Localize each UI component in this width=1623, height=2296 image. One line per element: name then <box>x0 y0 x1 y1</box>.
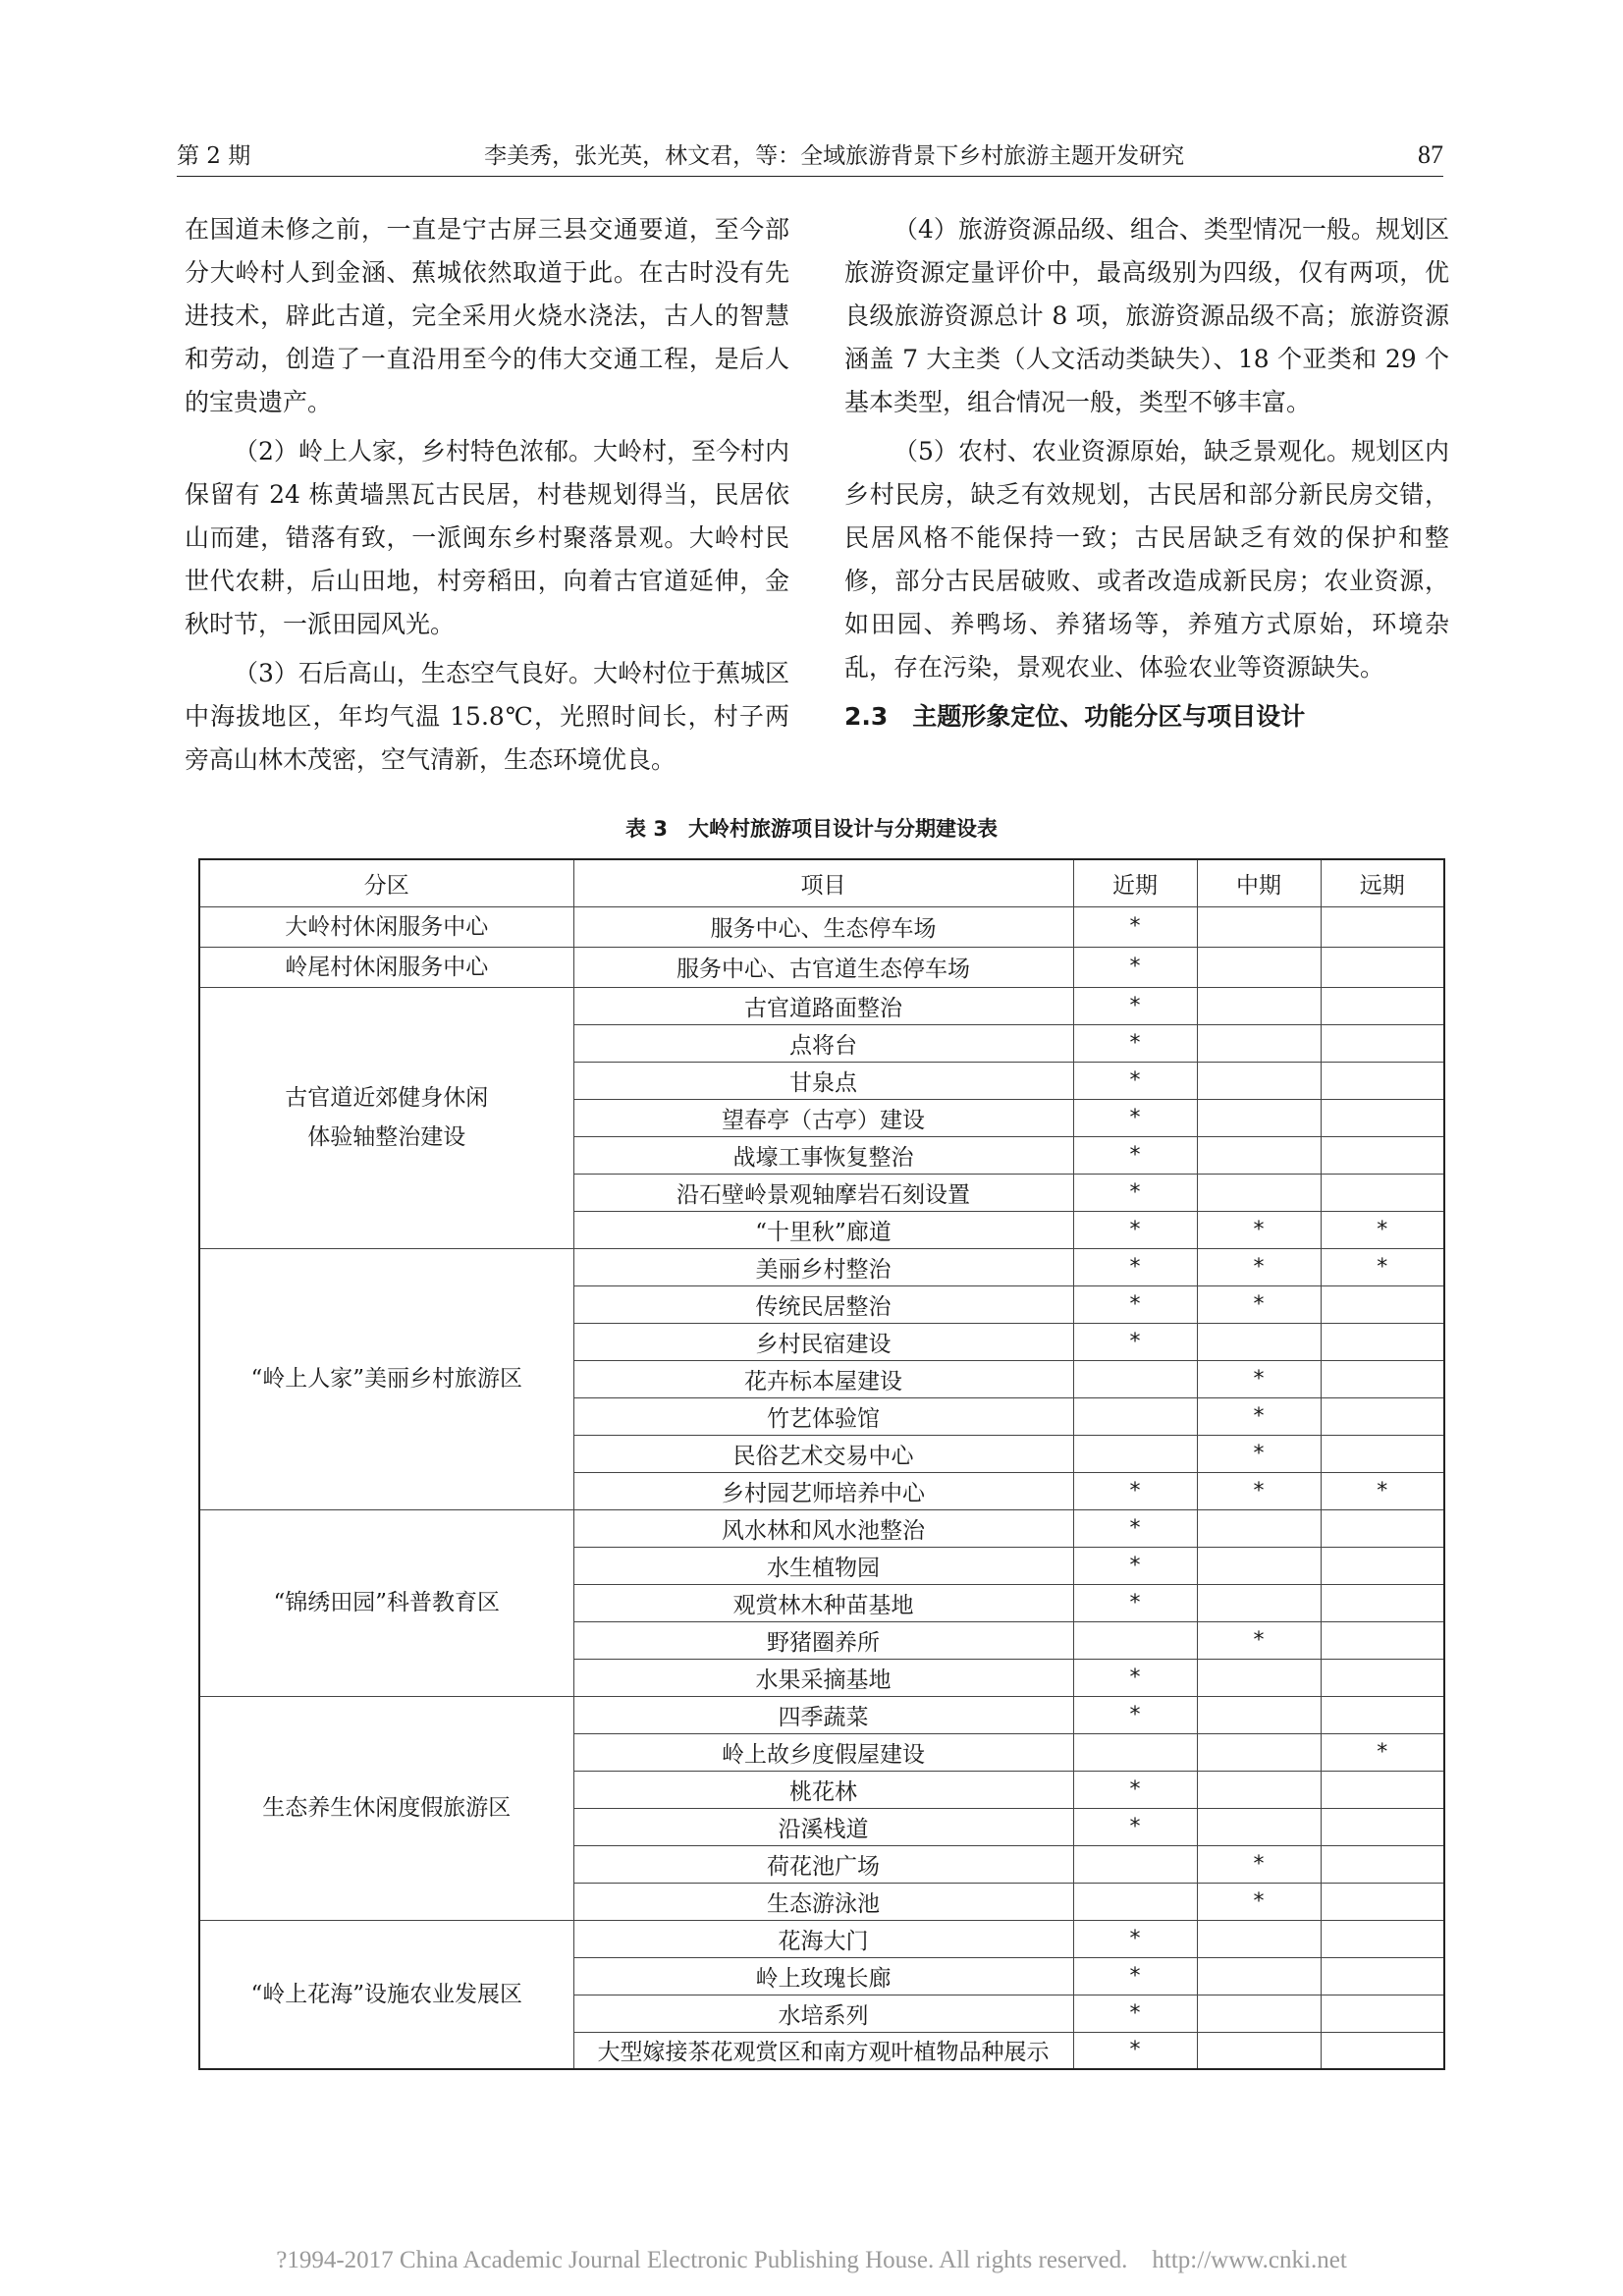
near-term-cell: * <box>1073 906 1197 947</box>
mid-term-cell <box>1197 1136 1321 1174</box>
zone-cell <box>199 1696 573 1920</box>
table-row <box>199 947 1444 987</box>
zone-cell <box>199 1920 573 2069</box>
project-cell: 桃花林 <box>573 1771 1073 1808</box>
project-cell: 花海大门 <box>573 1920 1073 1957</box>
near-term-cell <box>1073 1621 1197 1659</box>
table-row <box>199 1920 1444 1957</box>
project-cell: 岭上玫瑰长廊 <box>573 1957 1073 1995</box>
running-header <box>177 134 1443 177</box>
near-term-cell <box>1073 1883 1197 1920</box>
long-term-cell <box>1321 1995 1444 2032</box>
long-term-cell <box>1321 906 1444 947</box>
mid-term-cell <box>1197 1062 1321 1099</box>
near-term-cell <box>1073 1435 1197 1472</box>
project-cell: 点将台 <box>573 1024 1073 1062</box>
mid-term-cell <box>1197 1696 1321 1733</box>
project-cell: 服务中心、生态停车场 <box>573 906 1073 947</box>
zone-cell <box>199 947 573 987</box>
long-term-cell <box>1321 1584 1444 1621</box>
project-cell: 古官道路面整治 <box>573 987 1073 1024</box>
zone-cell <box>199 1248 573 1509</box>
mid-term-cell <box>1197 1174 1321 1211</box>
project-cell: 花卉标本屋建设 <box>573 1360 1073 1397</box>
mid-term-cell <box>1197 1733 1321 1771</box>
mid-term-cell <box>1197 1509 1321 1547</box>
near-term-cell: * <box>1073 987 1197 1024</box>
long-term-cell <box>1321 1808 1444 1845</box>
zone-cell <box>199 987 573 1248</box>
long-term-cell <box>1321 1845 1444 1883</box>
table-caption: 表 3 大岭村旅游项目设计与分期建设表 <box>625 817 998 841</box>
near-term-cell: * <box>1073 947 1197 987</box>
near-term-cell: * <box>1073 1062 1197 1099</box>
project-cell: 岭上故乡度假屋建设 <box>573 1733 1073 1771</box>
long-term-cell <box>1321 1062 1444 1099</box>
table-header-row <box>199 859 1444 906</box>
mid-term-cell: * <box>1197 1285 1321 1323</box>
project-cell: 沿石壁岭景观轴摩岩石刻设置 <box>573 1174 1073 1211</box>
long-term-cell <box>1321 1957 1444 1995</box>
long-term-cell <box>1321 1621 1444 1659</box>
near-term-cell: * <box>1073 1174 1197 1211</box>
project-table <box>198 858 1445 2070</box>
long-term-cell: * <box>1321 1211 1444 1248</box>
paragraph: 在国道未修之前，一直是宁古屏三县交通要道，至今部分大岭村人到金涵、蕉城依然取道于此。在古时没有先进技术，辟此古道，完全采用火烧水浇法，古人的智慧和劳动，创造了一直沿用至今的伟大交通工程，是后人的宝贵遗产。 <box>185 215 789 416</box>
table-row <box>199 1248 1444 1285</box>
paragraph: （3）石后高山，生态空气良好。大岭村位于蕉城区中海拔地区，年均气温 15.8℃，光照时间长，村子两旁高山林木茂密，空气清新，生态环境优良。 <box>185 659 789 774</box>
paragraph: （4）旅游资源品级、组合、类型情况一般。规划区旅游资源定量评价中，最高级别为四级，仅有两项，优良级旅游资源总计 8 项，旅游资源品级不高；旅游资源涵盖 7 大主类（人文活动类缺失）、18 个亚类和 29 个基本类型，组合情况一般，类型不够丰富。 <box>844 215 1449 416</box>
column-header: 远期 <box>1321 859 1444 906</box>
zone-label: “岭上人家”美丽乡村旅游区 <box>250 1366 523 1392</box>
project-cell: 竹艺体验馆 <box>573 1397 1073 1435</box>
mid-term-cell <box>1197 987 1321 1024</box>
near-term-cell: * <box>1073 1024 1197 1062</box>
copyright-footer: ?1994-2017 China Academic Journal Electronic Publishing House. All rights reserved. http://www.cnki.net <box>276 2247 1347 2273</box>
near-term-cell: * <box>1073 1771 1197 1808</box>
mid-term-cell <box>1197 906 1321 947</box>
project-cell: 沿溪栈道 <box>573 1808 1073 1845</box>
project-cell: 战壕工事恢复整治 <box>573 1136 1073 1174</box>
near-term-cell: * <box>1073 1099 1197 1136</box>
project-cell: 生态游泳池 <box>573 1883 1073 1920</box>
near-term-cell: * <box>1073 1659 1197 1696</box>
project-cell: 风水林和风水池整治 <box>573 1509 1073 1547</box>
table-body <box>199 906 1444 2069</box>
zone-label: 古官道近郊健身休闲 <box>285 1085 489 1111</box>
left-column <box>185 208 789 788</box>
zone-cell <box>199 1509 573 1696</box>
long-term-cell <box>1321 1435 1444 1472</box>
project-cell: 甘泉点 <box>573 1062 1073 1099</box>
near-term-cell: * <box>1073 1136 1197 1174</box>
mid-term-cell: * <box>1197 1883 1321 1920</box>
long-term-cell <box>1321 1771 1444 1808</box>
near-term-cell <box>1073 1845 1197 1883</box>
near-term-cell <box>1073 1733 1197 1771</box>
project-cell: 民俗艺术交易中心 <box>573 1435 1073 1472</box>
long-term-cell <box>1321 1285 1444 1323</box>
mid-term-cell: * <box>1197 1360 1321 1397</box>
project-cell: 观赏林木种苗基地 <box>573 1584 1073 1621</box>
near-term-cell: * <box>1073 2032 1197 2069</box>
zone-label: 生态养生休闲度假旅游区 <box>262 1795 512 1821</box>
near-term-cell: * <box>1073 1323 1197 1360</box>
paragraph: （2）岭上人家，乡村特色浓郁。大岭村，至今村内保留有 24 栋黄墙黑瓦古民居，村巷规划得当，民居依山而建，错落有致，一派闽东乡村聚落景观。大岭村民世代农耕，后山田地，村旁稻田，向着古官道延伸，金秋时节，一派田园风光。 <box>185 437 789 638</box>
long-term-cell <box>1321 1920 1444 1957</box>
project-cell: 美丽乡村整治 <box>573 1248 1073 1285</box>
mid-term-cell <box>1197 1920 1321 1957</box>
table-row <box>199 987 1444 1024</box>
long-term-cell <box>1321 1659 1444 1696</box>
long-term-cell <box>1321 1509 1444 1547</box>
project-cell: 望春亭（古亭）建设 <box>573 1099 1073 1136</box>
column-header: 分区 <box>199 859 573 906</box>
project-cell: 乡村民宿建设 <box>573 1323 1073 1360</box>
zone-label: 大岭村休闲服务中心 <box>285 913 489 940</box>
project-cell: 野猪圈养所 <box>573 1621 1073 1659</box>
mid-term-cell <box>1197 1024 1321 1062</box>
page-number: 87 <box>1418 140 1443 169</box>
table-row <box>199 1696 1444 1733</box>
mid-term-cell <box>1197 2032 1321 2069</box>
long-term-cell <box>1321 1360 1444 1397</box>
right-column <box>844 208 1449 738</box>
mid-term-cell: * <box>1197 1435 1321 1472</box>
zone-cell <box>199 906 573 947</box>
long-term-cell <box>1321 2032 1444 2069</box>
table-row <box>199 1509 1444 1547</box>
long-term-cell: * <box>1321 1248 1444 1285</box>
long-term-cell: * <box>1321 1733 1444 1771</box>
mid-term-cell <box>1197 1995 1321 2032</box>
mid-term-cell <box>1197 1957 1321 1995</box>
project-cell: 服务中心、古官道生态停车场 <box>573 947 1073 987</box>
mid-term-cell <box>1197 1659 1321 1696</box>
project-cell: 水生植物园 <box>573 1547 1073 1584</box>
zone-label: “锦绣田园”科普教育区 <box>273 1590 501 1615</box>
long-term-cell <box>1321 1397 1444 1435</box>
mid-term-cell <box>1197 1771 1321 1808</box>
mid-term-cell <box>1197 1323 1321 1360</box>
near-term-cell: * <box>1073 1509 1197 1547</box>
project-cell: 大型嫁接茶花观赏区和南方观叶植物品种展示 <box>573 2032 1073 2069</box>
long-term-cell <box>1321 1099 1444 1136</box>
long-term-cell <box>1321 1696 1444 1733</box>
long-term-cell <box>1321 1323 1444 1360</box>
article-title: 李美秀，张光英，林文君，等：全域旅游背景下乡村旅游主题开发研究 <box>484 143 1185 169</box>
project-cell: 传统民居整治 <box>573 1285 1073 1323</box>
paragraph: （5）农村、农业资源原始，缺乏景观化。规划区内乡村民房，缺乏有效规划，古民居和部分新民房交错，民居风格不能保持一致；古民居缺乏有效的保护和整修，部分古民居破败、或者改造成新民房；农业资源，如田园、养鸭场、养猪场等，养殖方式原始，环境杂乱，存在污染，景观农业、体验农业等资源缺失。 <box>844 437 1449 682</box>
near-term-cell: * <box>1073 1248 1197 1285</box>
near-term-cell: * <box>1073 1472 1197 1509</box>
near-term-cell: * <box>1073 1285 1197 1323</box>
mid-term-cell <box>1197 1547 1321 1584</box>
mid-term-cell <box>1197 947 1321 987</box>
mid-term-cell: * <box>1197 1211 1321 1248</box>
long-term-cell <box>1321 1547 1444 1584</box>
issue-number: 第 2 期 <box>177 143 251 169</box>
project-cell: “十里秋”廊道 <box>573 1211 1073 1248</box>
near-term-cell: * <box>1073 1696 1197 1733</box>
near-term-cell: * <box>1073 1957 1197 1995</box>
near-term-cell: * <box>1073 1211 1197 1248</box>
mid-term-cell <box>1197 1099 1321 1136</box>
table-row <box>199 906 1444 947</box>
mid-term-cell: * <box>1197 1248 1321 1285</box>
project-cell: 水培系列 <box>573 1995 1073 2032</box>
column-header: 中期 <box>1197 859 1321 906</box>
long-term-cell <box>1321 987 1444 1024</box>
project-cell: 乡村园艺师培养中心 <box>573 1472 1073 1509</box>
long-term-cell <box>1321 1024 1444 1062</box>
near-term-cell: * <box>1073 1584 1197 1621</box>
long-term-cell <box>1321 1136 1444 1174</box>
section-heading: 2.3 主题形象定位、功能分区与项目设计 <box>844 702 1306 731</box>
mid-term-cell: * <box>1197 1621 1321 1659</box>
zone-label: 体验轴整治建设 <box>307 1124 466 1150</box>
project-cell: 水果采摘基地 <box>573 1659 1073 1696</box>
zone-label: 岭尾村休闲服务中心 <box>285 954 489 980</box>
column-header: 项目 <box>573 859 1073 906</box>
long-term-cell <box>1321 1883 1444 1920</box>
near-term-cell <box>1073 1397 1197 1435</box>
long-term-cell <box>1321 1174 1444 1211</box>
project-cell: 荷花池广场 <box>573 1845 1073 1883</box>
mid-term-cell: * <box>1197 1472 1321 1509</box>
near-term-cell: * <box>1073 1995 1197 2032</box>
column-header: 近期 <box>1073 859 1197 906</box>
long-term-cell: * <box>1321 1472 1444 1509</box>
mid-term-cell: * <box>1197 1397 1321 1435</box>
zone-label: “岭上花海”设施农业发展区 <box>250 1981 523 2007</box>
near-term-cell: * <box>1073 1808 1197 1845</box>
project-cell: 四季蔬菜 <box>573 1696 1073 1733</box>
near-term-cell <box>1073 1360 1197 1397</box>
near-term-cell: * <box>1073 1920 1197 1957</box>
near-term-cell: * <box>1073 1547 1197 1584</box>
mid-term-cell: * <box>1197 1845 1321 1883</box>
mid-term-cell <box>1197 1584 1321 1621</box>
mid-term-cell <box>1197 1808 1321 1845</box>
long-term-cell <box>1321 947 1444 987</box>
